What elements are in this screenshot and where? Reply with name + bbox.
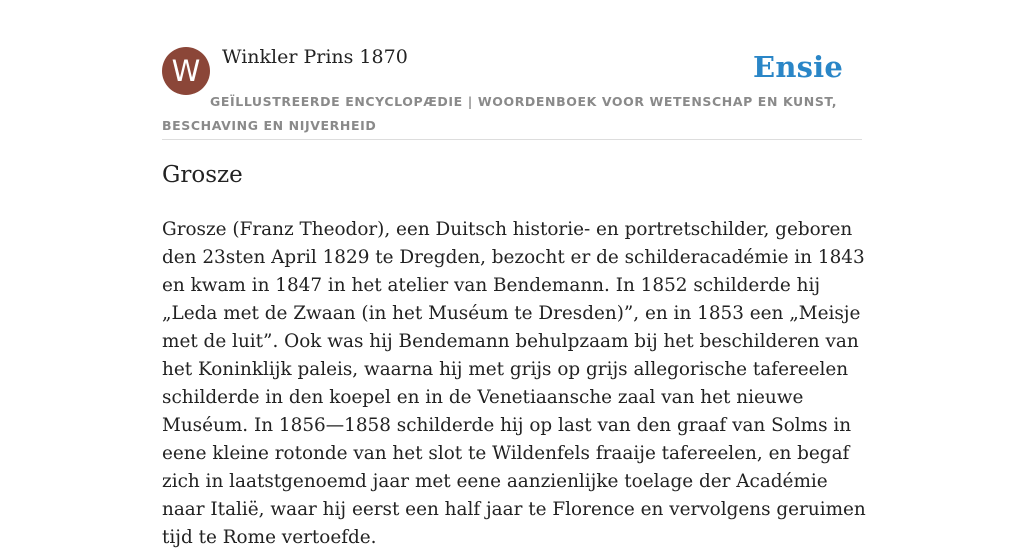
- brand-logo-link[interactable]: Ensie: [753, 50, 843, 84]
- header-divider: [162, 139, 862, 140]
- source-avatar[interactable]: W: [162, 47, 210, 95]
- source-title[interactable]: Winkler Prins 1870: [222, 46, 408, 68]
- source-subtitle: GEÏLLUSTREERDE ENCYCLOPÆDIE | WOORDENBOEK VOOR WETENSCHAP EN KUNST, BESCHAVING EN NIJVERHEID: [162, 94, 838, 133]
- article-title: Grosze: [162, 162, 243, 188]
- article-body: Grosze (Franz Theodor), een Duitsch historie- en portretschilder, geboren den 23sten April 1829 te Dregden, bezocht er de schilderacadémie in 1843 en kwam in 1847 in het atelier van Bendemann. In 1852 schilderde hij „Leda met de Zwaan (in het Muséum te Dresden)”, en in 1853 een „Meisje met de luit”. Ook was hij Bendemann behulpzaam bij het beschilderen van het Koninklijk paleis, waarna hij met grijs op grijs allegorische tafereelen schilderde in den koepel en in de Venetiaansche zaal van het nieuwe Muséum. In 1856—1858 schilderde hij op last van den graaf van Solms in eene kleine rotonde van het slot te Wildenfels fraaije tafereelen, en begaf zich in laatstgenoemd jaar met eene aanzienlijke toelage der Académie naar Italië, waar hij eerst een half jaar te Florence en vervolgens geruimen tijd te Rome vertoefde.: [162, 219, 866, 548]
